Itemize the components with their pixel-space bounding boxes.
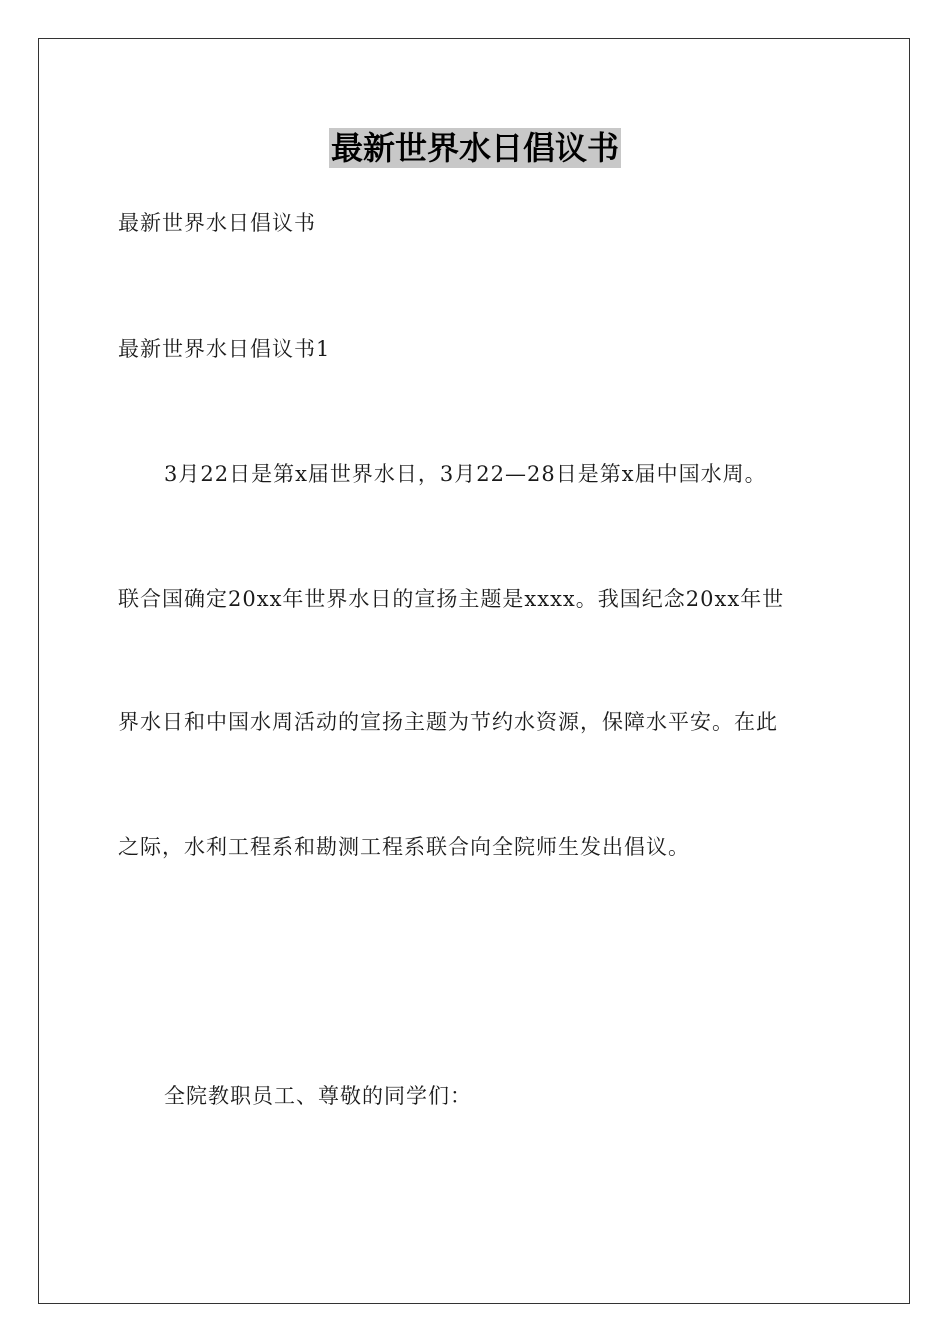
paragraph-line: 界水日和中国水周活动的宣扬主题为节约水资源，保障水平安。在此 bbox=[118, 710, 778, 734]
paragraph-line: 之际，水利工程系和勘测工程系联合向全院师生发出倡议。 bbox=[118, 835, 690, 859]
salutation: 全院教职员工、尊敬的同学们： bbox=[164, 1084, 472, 1108]
section-heading: 最新世界水日倡议书1 bbox=[118, 337, 331, 361]
document-title: 最新世界水日倡议书 bbox=[330, 129, 619, 167]
paragraph-line: 3月22日是第x届世界水日，3月22—28日是第x届中国水周。 bbox=[164, 462, 767, 486]
title-container bbox=[0, 128, 950, 168]
paragraph-line: 联合国确定20xx年世界水日的宣扬主题是xxxx。我国纪念20xx年世 bbox=[118, 587, 785, 611]
document-subtitle: 最新世界水日倡议书 bbox=[118, 211, 316, 235]
